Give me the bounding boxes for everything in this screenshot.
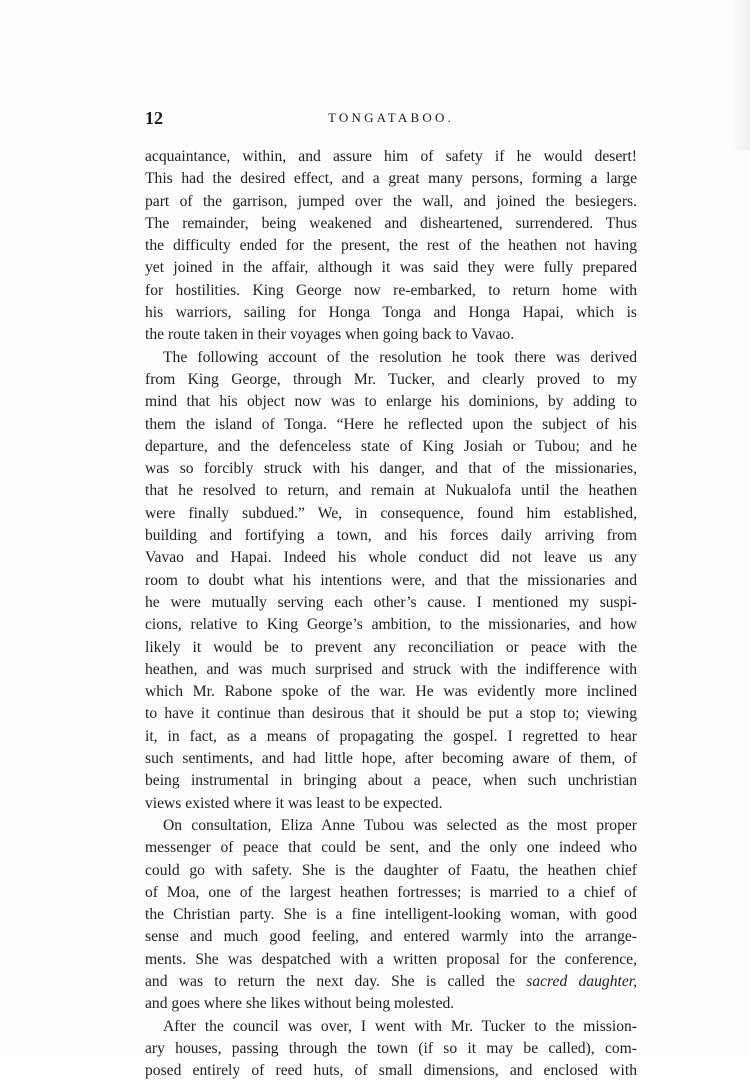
text-line: heathen, and was much surprised and struck with the indifference with — [145, 660, 637, 678]
text-line: could go with safety. She is the daughter of Faatu, the heathen chief — [145, 861, 637, 879]
text-line: from King George, through Mr. Tucker, and clearly proved to my — [145, 370, 637, 388]
paragraph-1 — [145, 146, 637, 347]
text-line: that he resolved to return, and remain at Nukualofa until the heathen — [145, 482, 637, 500]
text-line: mind that his object now was to enlarge his dominions, by adding to — [145, 393, 637, 411]
text-line: sense and much good feeling, and entered warmly into the arrange- — [145, 928, 637, 946]
text-line: ary houses, passing through the town (if so it may be called), com- — [145, 1039, 637, 1057]
text-segment: and was to return the next day. She is called the — [145, 972, 527, 990]
text-line: and goes where she likes without being molested. — [145, 995, 455, 1013]
text-line: Vavao and Hapai. Indeed his whole conduct did not leave us any — [145, 549, 637, 567]
page-header — [145, 108, 637, 134]
text-line-with-italic — [145, 971, 637, 993]
text-line: posed entirely of reed huts, of small dimensions, and enclosed with — [145, 1062, 637, 1080]
text-line: part of the garrison, jumped over the wall, and joined the besiegers. — [145, 192, 637, 210]
text-line: On consultation, Eliza Anne Tubou was selected as the most proper — [163, 816, 637, 834]
page-edge-shadow — [732, 0, 750, 150]
text-line: The following account of the resolution he took there was derived — [163, 348, 637, 366]
text-line: the route taken in their voyages when going back to Vavao. — [145, 326, 515, 344]
text-line: such sentiments, and had little hope, after becoming aware of them, of — [145, 750, 637, 768]
text-line: for hostilities. King George now re-embarked, to return home with — [145, 281, 637, 299]
text-line: yet joined in the affair, although it was said they were fully prepared — [145, 259, 637, 277]
running-head: TONGATABOO. — [327, 110, 454, 125]
text-line: of Moa, one of the largest heathen fortresses; is married to a chief of — [145, 883, 637, 901]
text-line: being instrumental in bringing about a peace, when such unchristian — [145, 772, 637, 790]
text-line: it, in fact, as a means of propagating the gospel. I regretted to hear — [145, 727, 637, 745]
text-line: he were mutually serving each other’s cause. I mentioned my suspi- — [145, 593, 637, 611]
text-line: After the council was over, I went with Mr. Tucker to the mission- — [163, 1017, 637, 1035]
text-line: The remainder, being weakened and disheartened, surrendered. Thus — [145, 214, 637, 232]
body-text — [145, 146, 637, 1082]
text-line: departure, and the defenceless state of King Josiah or Tubou; and he — [145, 437, 637, 455]
text-line: to have it continue than desirous that it should be put a stop to; viewing — [145, 705, 637, 723]
text-line: them the island of Tonga. “Here he reflected upon the subject of his — [145, 415, 637, 433]
text-line: the difficulty ended for the present, the rest of the heathen not having — [145, 237, 637, 255]
text-line: was so forcibly struck with his danger, and that of the missionaries, — [145, 460, 637, 478]
text-line: which Mr. Rabone spoke of the war. He was evidently more inclined — [145, 683, 637, 701]
text-line: likely it would be to prevent any reconciliation or peace with the — [145, 638, 637, 656]
text-line: were finally subdued.” We, in consequence, found him established, — [145, 504, 637, 522]
italic-phrase: sacred daughter, — [526, 972, 637, 990]
paragraph-3 — [145, 815, 637, 1016]
text-line: ments. She was despatched with a written proposal for the conference, — [145, 950, 637, 968]
text-line: acquaintance, within, and assure him of safety if he would desert! — [145, 148, 637, 165]
text-line: the Christian party. She is a fine intelligent-looking woman, with good — [145, 906, 637, 924]
text-line: room to doubt what his intentions were, and that the missionaries and — [145, 571, 637, 589]
paragraph-4 — [145, 1016, 637, 1082]
text-line: views existed where it was least to be expected. — [145, 794, 443, 812]
text-line: messenger of peace that could be sent, and the only one indeed who — [145, 839, 637, 857]
text-line: cions, relative to King George’s ambition, to the missionaries, and how — [145, 616, 637, 634]
text-line: building and fortifying a town, and his forces daily arriving from — [145, 527, 637, 545]
paragraph-2 — [145, 347, 637, 815]
page-number: 12 — [145, 108, 163, 128]
text-line: This had the desired effect, and a great many persons, forming a large — [145, 170, 637, 188]
text-line: his warriors, sailing for Honga Tonga and Honga Hapai, which is — [145, 304, 637, 322]
